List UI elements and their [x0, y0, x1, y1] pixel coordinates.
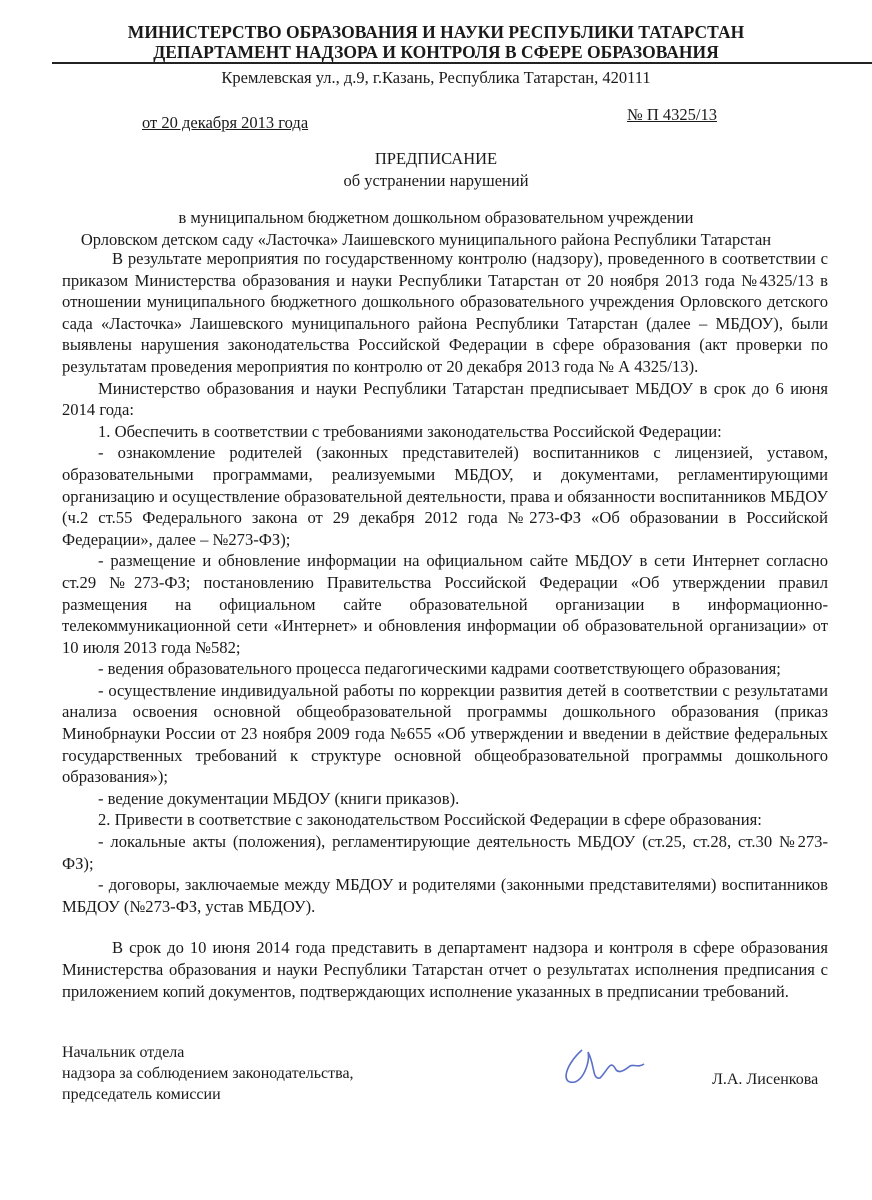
paragraph: - ознакомление родителей (законных представителей) воспитанников с лицензией, уставом, образовательными программами, реализуемыми МБДОУ, и документами, регламентирующими организацию и осуществление образовательной деятельности, права и обязанности воспитанников МБДОУ (ч.2 ст.55 Федерального закона от 29 декабря 2012 года №273-ФЗ «Об образовании в Российской Федерации», далее – №273-ФЗ); [62, 443, 828, 549]
paragraph: - ведения образовательного процесса педагогическими кадрами соответствующего образования; [98, 659, 781, 679]
ministry-heading: МИНИСТЕРСТВО ОБРАЗОВАНИЯ И НАУКИ РЕСПУБЛИКИ ТАТАРСТАН [127, 22, 745, 42]
institution-line-2: Орловском детском саду «Ласточка» Лаишевского муниципального района Республики Татарстан [80, 230, 772, 249]
header-divider [52, 62, 872, 64]
address: Кремлевская ул., д.9, г.Казань, Республика Татарстан, 420111 [221, 68, 651, 87]
paragraph: - договоры, заключаемые между МБДОУ и родителями (законными представителями) воспитанников МБДОУ (№273-ФЗ, устав МБДОУ). [62, 875, 828, 916]
position-line: надзора за соблюдением законодательства, [62, 1065, 354, 1082]
paragraph: - осуществление индивидуальной работы по коррекции развития детей в соответствии с результатами анализа освоения основной общеобразовательной программы дошкольного образования (приказ Минобрнауки России от 23 ноября 2009 года №655 «Об утверждении и введении в действие федеральных государственных требований к структуре основной общеобразовательной программы дошкольного образования»); [62, 680, 828, 787]
position-line: Начальник отдела [62, 1044, 185, 1061]
paragraph: - ведение документации МБДОУ (книги приказов). [98, 788, 460, 808]
document-title: ПРЕДПИСАНИЕ [374, 149, 498, 168]
paragraph: 1. Обеспечить в соответствии с требованиями законодательства Российской Федерации: [98, 421, 722, 441]
institution-line-1: в муниципальном бюджетном дошкольном образовательном учреждении [178, 208, 694, 227]
signatory-position [62, 1042, 354, 1105]
paragraph: В результате мероприятия по государственному контролю (надзору), проведенного в соответствии с приказом Министерства образования и науки Республики Татарстан от 20 ноября 2013 года №4325/13 в отношении муниципального бюджетного дошкольного образовательного учреждения Орловского детского сада «Ласточка» Лаишевского муниципального района Республики Татарстан (далее – МБДОУ), были выявлены нарушения законодательства Российской Федерации в сфере образования (акт проверки по результатам проведения мероприятия по контролю от 20 декабря 2013 года № А 4325/13). [62, 249, 828, 376]
department-heading: ДЕПАРТАМЕНТ НАДЗОРА И КОНТРОЛЯ В СФЕРЕ ОБРАЗОВАНИЯ [153, 42, 719, 62]
paragraph: - локальные акты (положения), регламентирующие деятельность МБДОУ (ст.25, ст.28, ст.30 №273-ФЗ); [62, 832, 828, 873]
paragraph: - размещение и обновление информации на официальном сайте МБДОУ в сети Интернет согласно ст.29 №273-ФЗ; постановлению Правительства Российской Федерации «Об утверждении правил размещения на официальном сайте образовательной организации в информационно-телекоммуникационной сети «Интернет» и обновления информации об образовательной организации» от 10 июля 2013 года №582; [62, 551, 828, 657]
document-body [62, 246, 828, 1002]
document-date: от 20 декабря 2013 года [142, 113, 309, 132]
paragraph: В срок до 10 июня 2014 года представить в департамент надзора и контроля в сфере образования Министерства образования и науки Республики Татарстан отчет о результатах исполнения предписания с приложением копий документов, подтверждающих исполнение указанных в предписании требований. [62, 938, 828, 1001]
paragraph: Министерство образования и науки Республики Татарстан предписывает МБДОУ в срок до 6 июня 2014 года: [62, 378, 828, 420]
paragraph: 2. Привести в соответствие с законодательством Российской Федерации в сфере образования: [98, 810, 762, 830]
position-line: председатель комиссии [62, 1086, 221, 1103]
document-subtitle: об устранении нарушений [343, 171, 529, 190]
document-number: № П 4325/13 [627, 105, 717, 124]
handwritten-signature [560, 1040, 660, 1090]
signatory-name: Л.А. Лисенкова [712, 1071, 819, 1088]
